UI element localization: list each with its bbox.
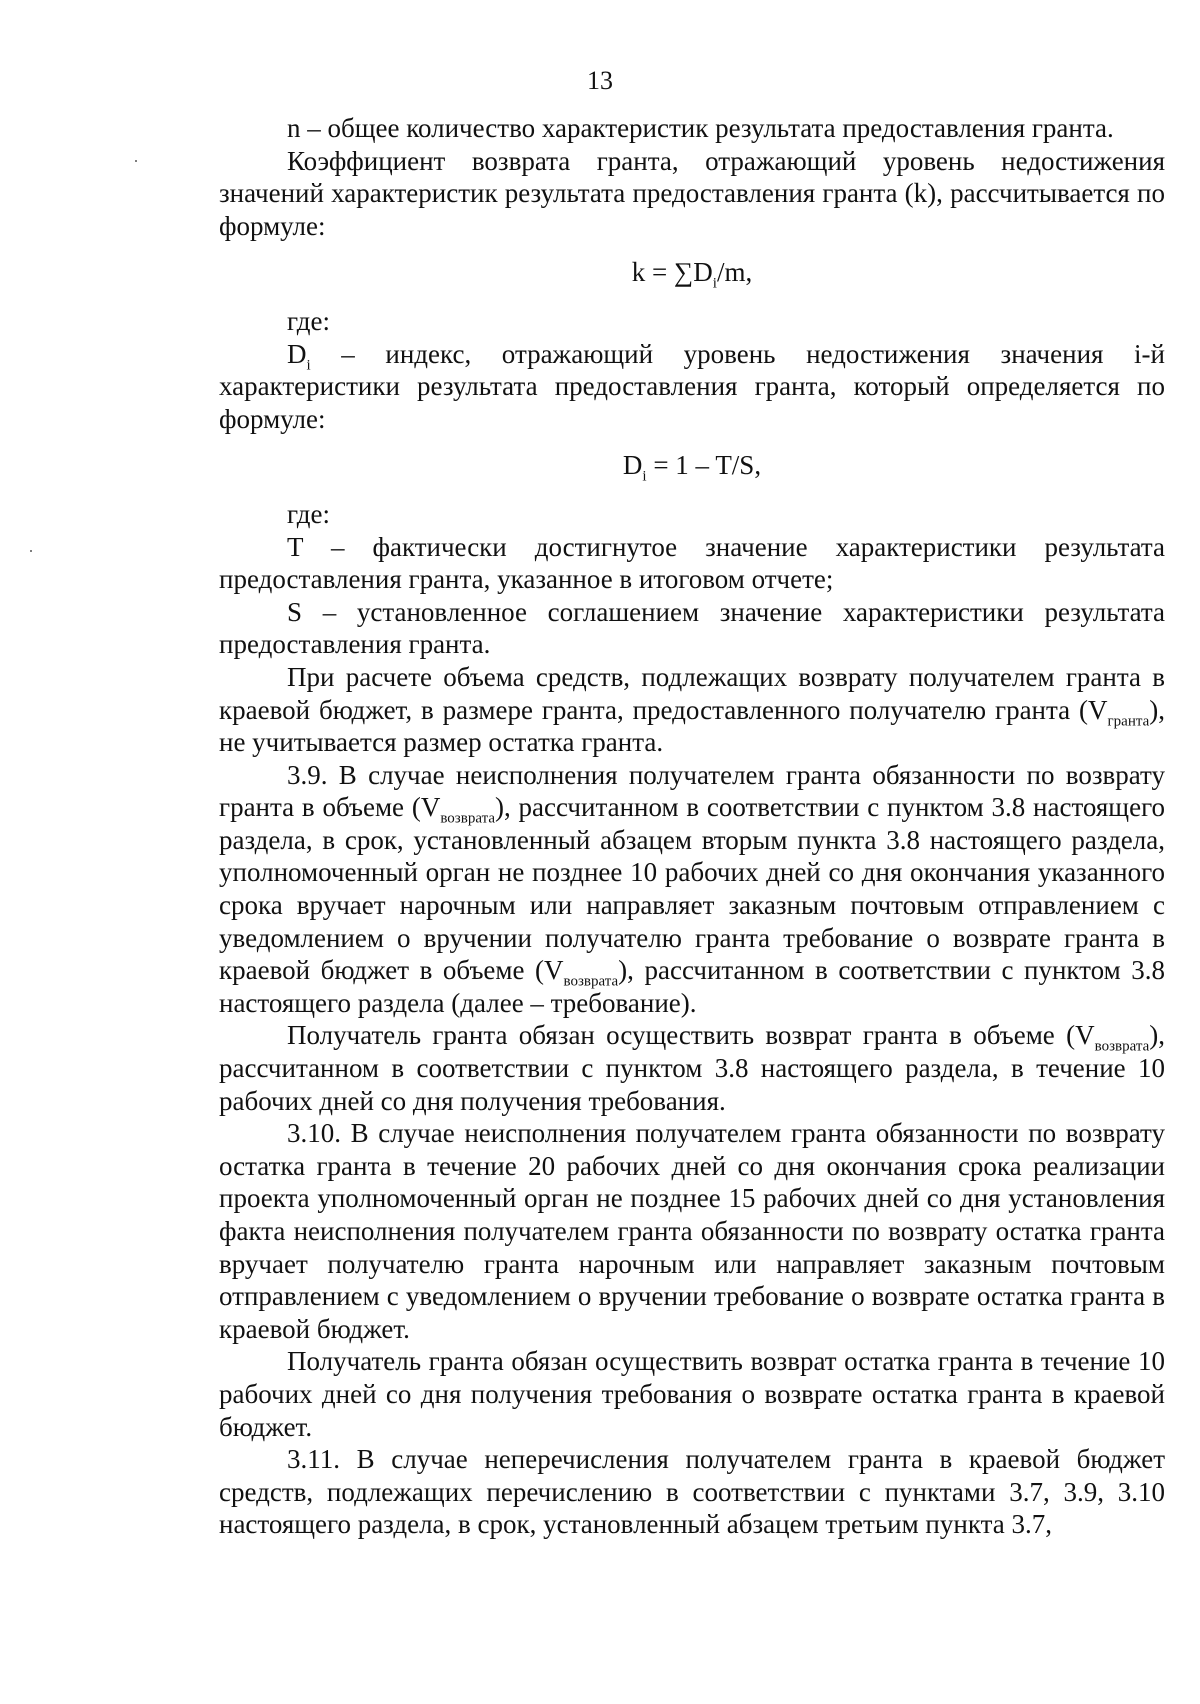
- formula-di: $D_i = 1 - T/S$,: [622, 450, 762, 485]
- paragraph-3-10: 3.10. В случае неисполнения получателем гранта обязанности по возврату остатка гранта в течение 20 рабочих дней со дня окончания срока реализации проекта уполномоченный орган не позднее 15 рабочих дней со дня установления факта неисполнения получателем гранта обязанности по возврату остатка гранта вручает получателю гранта нарочным или направляет заказным почтовым отправлением с уведомлением о вручении требование о возврате остатка гранта в краевой бюджет.: [219, 1118, 1165, 1344]
- paragraph-3-10-obligation: Получатель гранта обязан осуществить возврат остатка гранта в течение 10 рабочих дней со дня получения требования о возврате остатка гранта в краевой бюджет.: [219, 1346, 1165, 1442]
- document-body: [219, 112, 1165, 1541]
- paragraph-coefficient-intro: Коэффициент возврата гранта, отражающий уровень недостижения значений характеристик результата предоставления гранта (k), рассчитывается по формуле:: [219, 145, 1165, 241]
- paragraph-3-9-obligation: Получатель гранта обязан осуществить возврат гранта в объеме $(V_{возврата})$, рассчитанном в соответствии с пунктом 3.8 настоящего раздела, в течение 10 рабочих дней со дня получения требования.: [219, 1020, 1165, 1116]
- paragraph-n-definition: n – общее количество характеристик результата предоставления гранта.: [287, 113, 1114, 143]
- scan-speck: [30, 550, 32, 552]
- page-number: 13: [587, 66, 613, 95]
- paragraph-v-granta: При расчете объема средств, подлежащих возврату получателем гранта в краевой бюджет, в размере гранта, предоставленного получателю гранта $(V_{гранта})$, не учитывается размер остатка гранта.: [219, 661, 1165, 758]
- paragraph-3-11: 3.11. В случае неперечисления получателем гранта в краевой бюджет средств, подлежащих перечислению в соответствии с пунктами 3.7, 3.9, 3.10 настоящего раздела, в срок, установленный абзацем третьим пункта 3.7,: [219, 1444, 1165, 1540]
- scan-speck: [135, 160, 137, 162]
- paragraph-where-1: где:: [287, 305, 330, 336]
- paragraph-di-definition: $D_i$ – индекс, отражающий уровень недостижения значения i-й характеристики результата предоставления гранта, который определяется по формуле:: [219, 338, 1165, 434]
- paragraph-t-definition: T – фактически достигнутое значение характеристики результата предоставления гранта, указанное в итоговом отчете;: [219, 531, 1165, 595]
- formula-k: $k = \sum D_i/m$,: [631, 257, 753, 292]
- paragraph-s-definition: S – установленное соглашением значение характеристики результата предоставления гранта.: [219, 596, 1165, 660]
- paragraph-where-2: где:: [287, 498, 330, 529]
- paragraph-3-9: 3.9. В случае неисполнения получателем гранта обязанности по возврату гранта в объеме $(V_{возврата})$, рассчитанном в соответствии с пунктом 3.8 настоящего раздела, в срок, установленный абзацем вторым пункта 3.8 настоящего раздела, уполномоченный орган не позднее 10 рабочих дней со дня окончания указанного срока вручает нарочным или направляет заказным почтовым отправлением с уведомлением о вручении получателю гранта требование о возврате гранта в краевой бюджет в объеме $(V_{возврата})$, рассчитанном в соответствии с пунктом 3.8 настоящего раздела (далее – требование).: [219, 759, 1166, 1018]
